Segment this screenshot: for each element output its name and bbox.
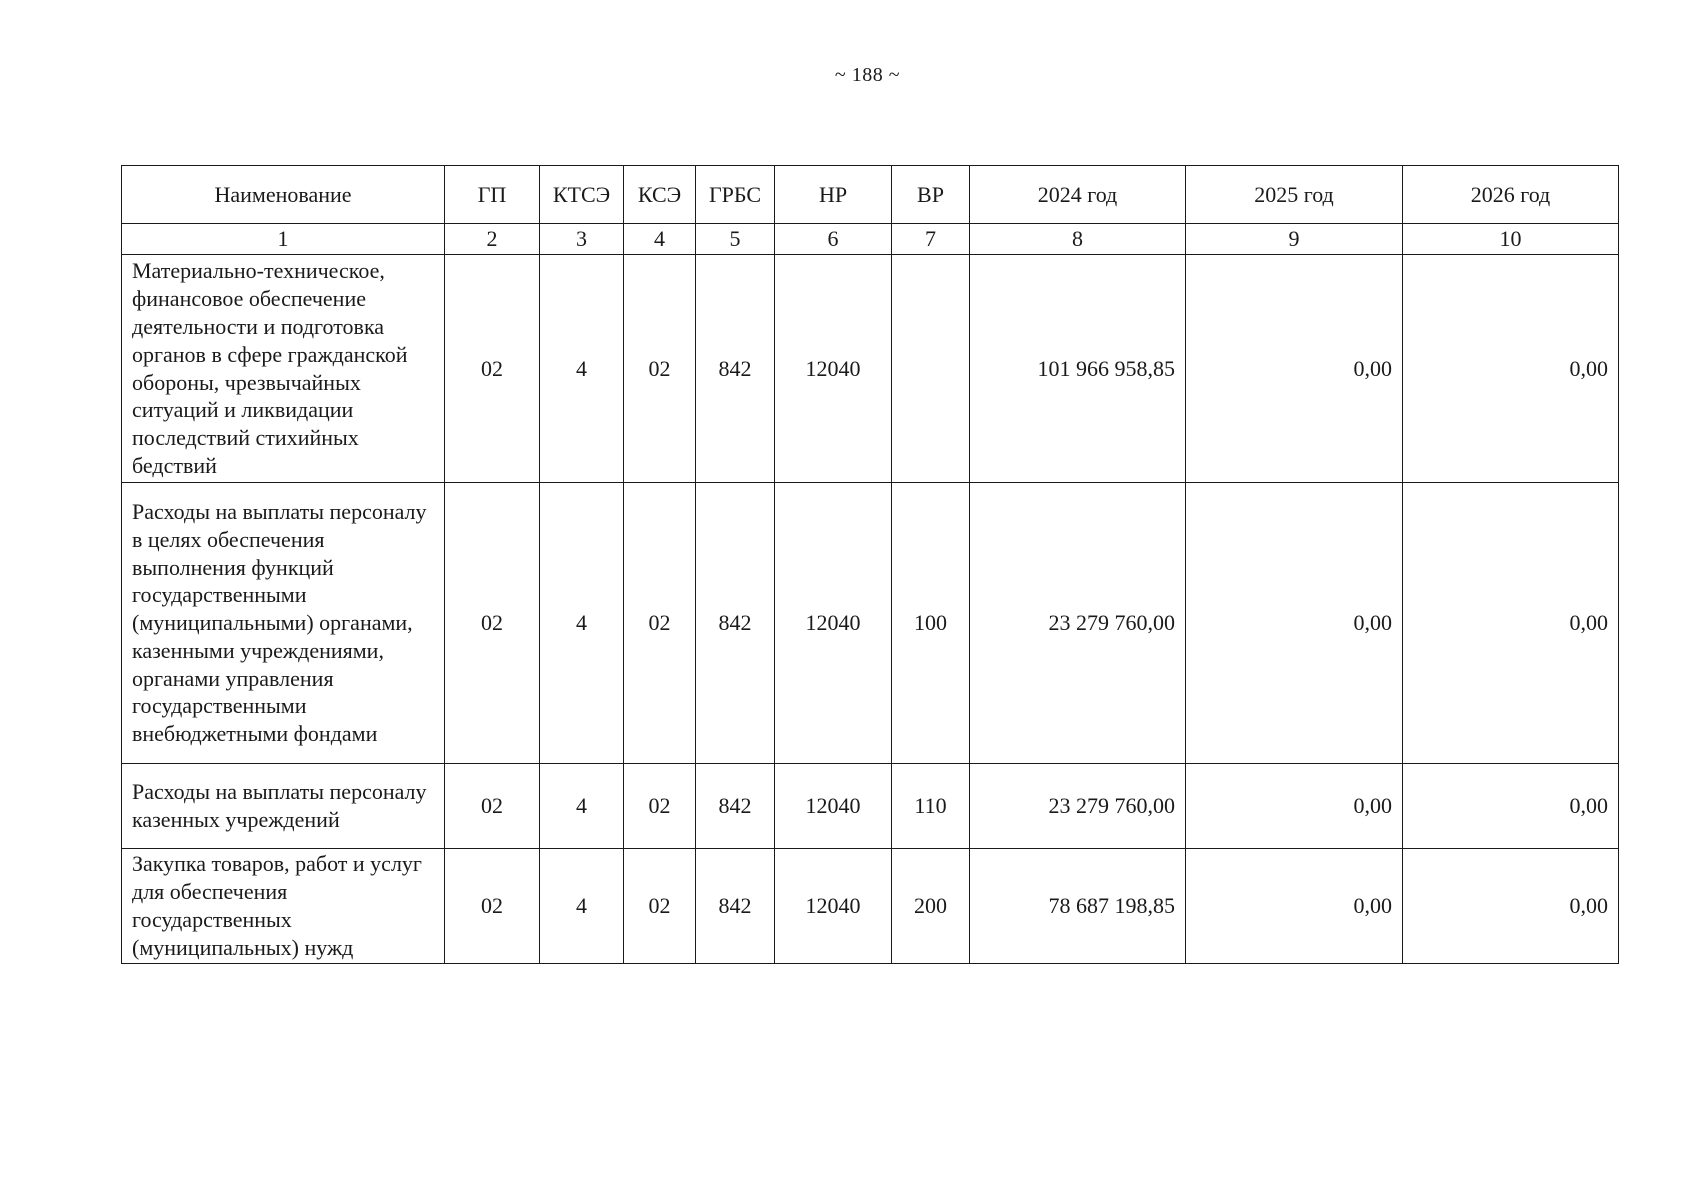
cell-vr bbox=[892, 255, 970, 483]
table-row bbox=[122, 483, 1619, 764]
table-row bbox=[122, 255, 1619, 483]
cell-vr: 110 bbox=[892, 764, 970, 849]
cell-2024: 101 966 958,85 bbox=[970, 255, 1186, 483]
row-name: Расходы на выплаты персоналу в целях обеспечения выполнения функций государственными (муниципальными) органами, казенными учреждениями, органами управления государственными внебюджетными фондами bbox=[122, 483, 445, 764]
column-number-row bbox=[122, 224, 1619, 255]
cell-gp: 02 bbox=[445, 483, 540, 764]
cell-gp: 02 bbox=[445, 849, 540, 964]
cell-2025: 0,00 bbox=[1186, 483, 1403, 764]
cell-2026: 0,00 bbox=[1403, 255, 1619, 483]
cell-2024: 78 687 198,85 bbox=[970, 849, 1186, 964]
header-gp: ГП bbox=[445, 166, 540, 224]
cell-grbs: 842 bbox=[696, 764, 775, 849]
cell-vr: 200 bbox=[892, 849, 970, 964]
column-number: 8 bbox=[970, 224, 1186, 255]
column-number: 6 bbox=[775, 224, 892, 255]
cell-ktse: 4 bbox=[540, 255, 624, 483]
cell-2026: 0,00 bbox=[1403, 483, 1619, 764]
cell-2025: 0,00 bbox=[1186, 255, 1403, 483]
cell-grbs: 842 bbox=[696, 483, 775, 764]
column-number: 5 bbox=[696, 224, 775, 255]
column-number: 1 bbox=[122, 224, 445, 255]
cell-2025: 0,00 bbox=[1186, 849, 1403, 964]
column-number: 9 bbox=[1186, 224, 1403, 255]
column-number: 3 bbox=[540, 224, 624, 255]
header-nr: НР bbox=[775, 166, 892, 224]
cell-2024: 23 279 760,00 bbox=[970, 483, 1186, 764]
column-number: 2 bbox=[445, 224, 540, 255]
budget-table bbox=[121, 165, 1619, 964]
row-name: Расходы на выплаты персоналу казенных учреждений bbox=[122, 764, 445, 849]
header-name: Наименование bbox=[122, 166, 445, 224]
cell-nr: 12040 bbox=[775, 483, 892, 764]
cell-2026: 0,00 bbox=[1403, 764, 1619, 849]
cell-gp: 02 bbox=[445, 255, 540, 483]
cell-kse: 02 bbox=[624, 255, 696, 483]
header-grbs: ГРБС bbox=[696, 166, 775, 224]
cell-gp: 02 bbox=[445, 764, 540, 849]
cell-ktse: 4 bbox=[540, 849, 624, 964]
header-ktse: КТСЭ bbox=[540, 166, 624, 224]
page-number: ~ 188 ~ bbox=[834, 64, 901, 86]
cell-kse: 02 bbox=[624, 764, 696, 849]
cell-nr: 12040 bbox=[775, 255, 892, 483]
header-2024: 2024 год bbox=[970, 166, 1186, 224]
row-name: Материально-техническое, финансовое обеспечение деятельности и подготовка органов в сфере гражданской обороны, чрезвычайных ситуаций и ликвидации последствий стихийных бедствий bbox=[122, 255, 445, 483]
cell-nr: 12040 bbox=[775, 849, 892, 964]
table-row bbox=[122, 849, 1619, 964]
header-vr: ВР bbox=[892, 166, 970, 224]
cell-2024: 23 279 760,00 bbox=[970, 764, 1186, 849]
header-2025: 2025 год bbox=[1186, 166, 1403, 224]
table-row bbox=[122, 764, 1619, 849]
cell-2026: 0,00 bbox=[1403, 849, 1619, 964]
column-number: 10 bbox=[1403, 224, 1619, 255]
row-name: Закупка товаров, работ и услуг для обеспечения государственных (муниципальных) нужд bbox=[122, 849, 445, 964]
column-number: 7 bbox=[892, 224, 970, 255]
cell-ktse: 4 bbox=[540, 764, 624, 849]
column-number: 4 bbox=[624, 224, 696, 255]
header-2026: 2026 год bbox=[1403, 166, 1619, 224]
cell-kse: 02 bbox=[624, 483, 696, 764]
header-kse: КСЭ bbox=[624, 166, 696, 224]
cell-vr: 100 bbox=[892, 483, 970, 764]
cell-2025: 0,00 bbox=[1186, 764, 1403, 849]
cell-kse: 02 bbox=[624, 849, 696, 964]
cell-grbs: 842 bbox=[696, 849, 775, 964]
table-header-row bbox=[122, 166, 1619, 224]
cell-ktse: 4 bbox=[540, 483, 624, 764]
cell-grbs: 842 bbox=[696, 255, 775, 483]
cell-nr: 12040 bbox=[775, 764, 892, 849]
